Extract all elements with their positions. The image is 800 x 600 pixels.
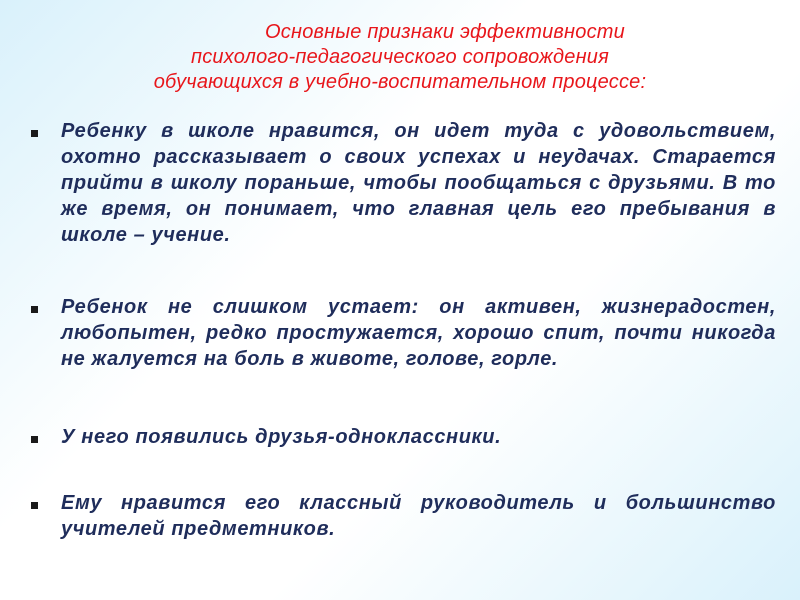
title-line-2: психолого-педагогического сопровождения	[191, 46, 609, 68]
bullet-item	[26, 294, 776, 372]
bullet-item	[26, 424, 776, 450]
title-line-3: обучающихся в учебно-воспитательном процессе:	[153, 71, 647, 93]
bullet-text: Ему нравится его классный руководитель и большинство учителей предметников.	[61, 492, 776, 540]
bullet-text: У него появились друзья-одноклассники.	[61, 426, 502, 448]
title-line-1: Основные признаки эффективности	[265, 21, 625, 43]
square-bullet-icon	[31, 502, 38, 509]
square-bullet-icon	[31, 306, 38, 313]
bullet-text: Ребенок не слишком устает: он активен, жизнерадостен, любопытен, редко простужается, хорошо спит, почти никогда не жалуется на боль в животе, голове, горле.	[61, 296, 776, 370]
bullet-item	[26, 118, 776, 248]
bullet-text: Ребенку в школе нравится, он идет туда с удовольствием, охотно рассказывает о своих успехах и неудачах. Старается прийти в школу пораньше, чтобы пообщаться с друзьями. В то же время, он понимает, что главная цель его пребывания в школе – учение.	[61, 120, 776, 246]
square-bullet-icon	[31, 130, 38, 137]
bullet-item	[26, 490, 776, 542]
slide-title	[40, 20, 760, 95]
square-bullet-icon	[31, 436, 38, 443]
